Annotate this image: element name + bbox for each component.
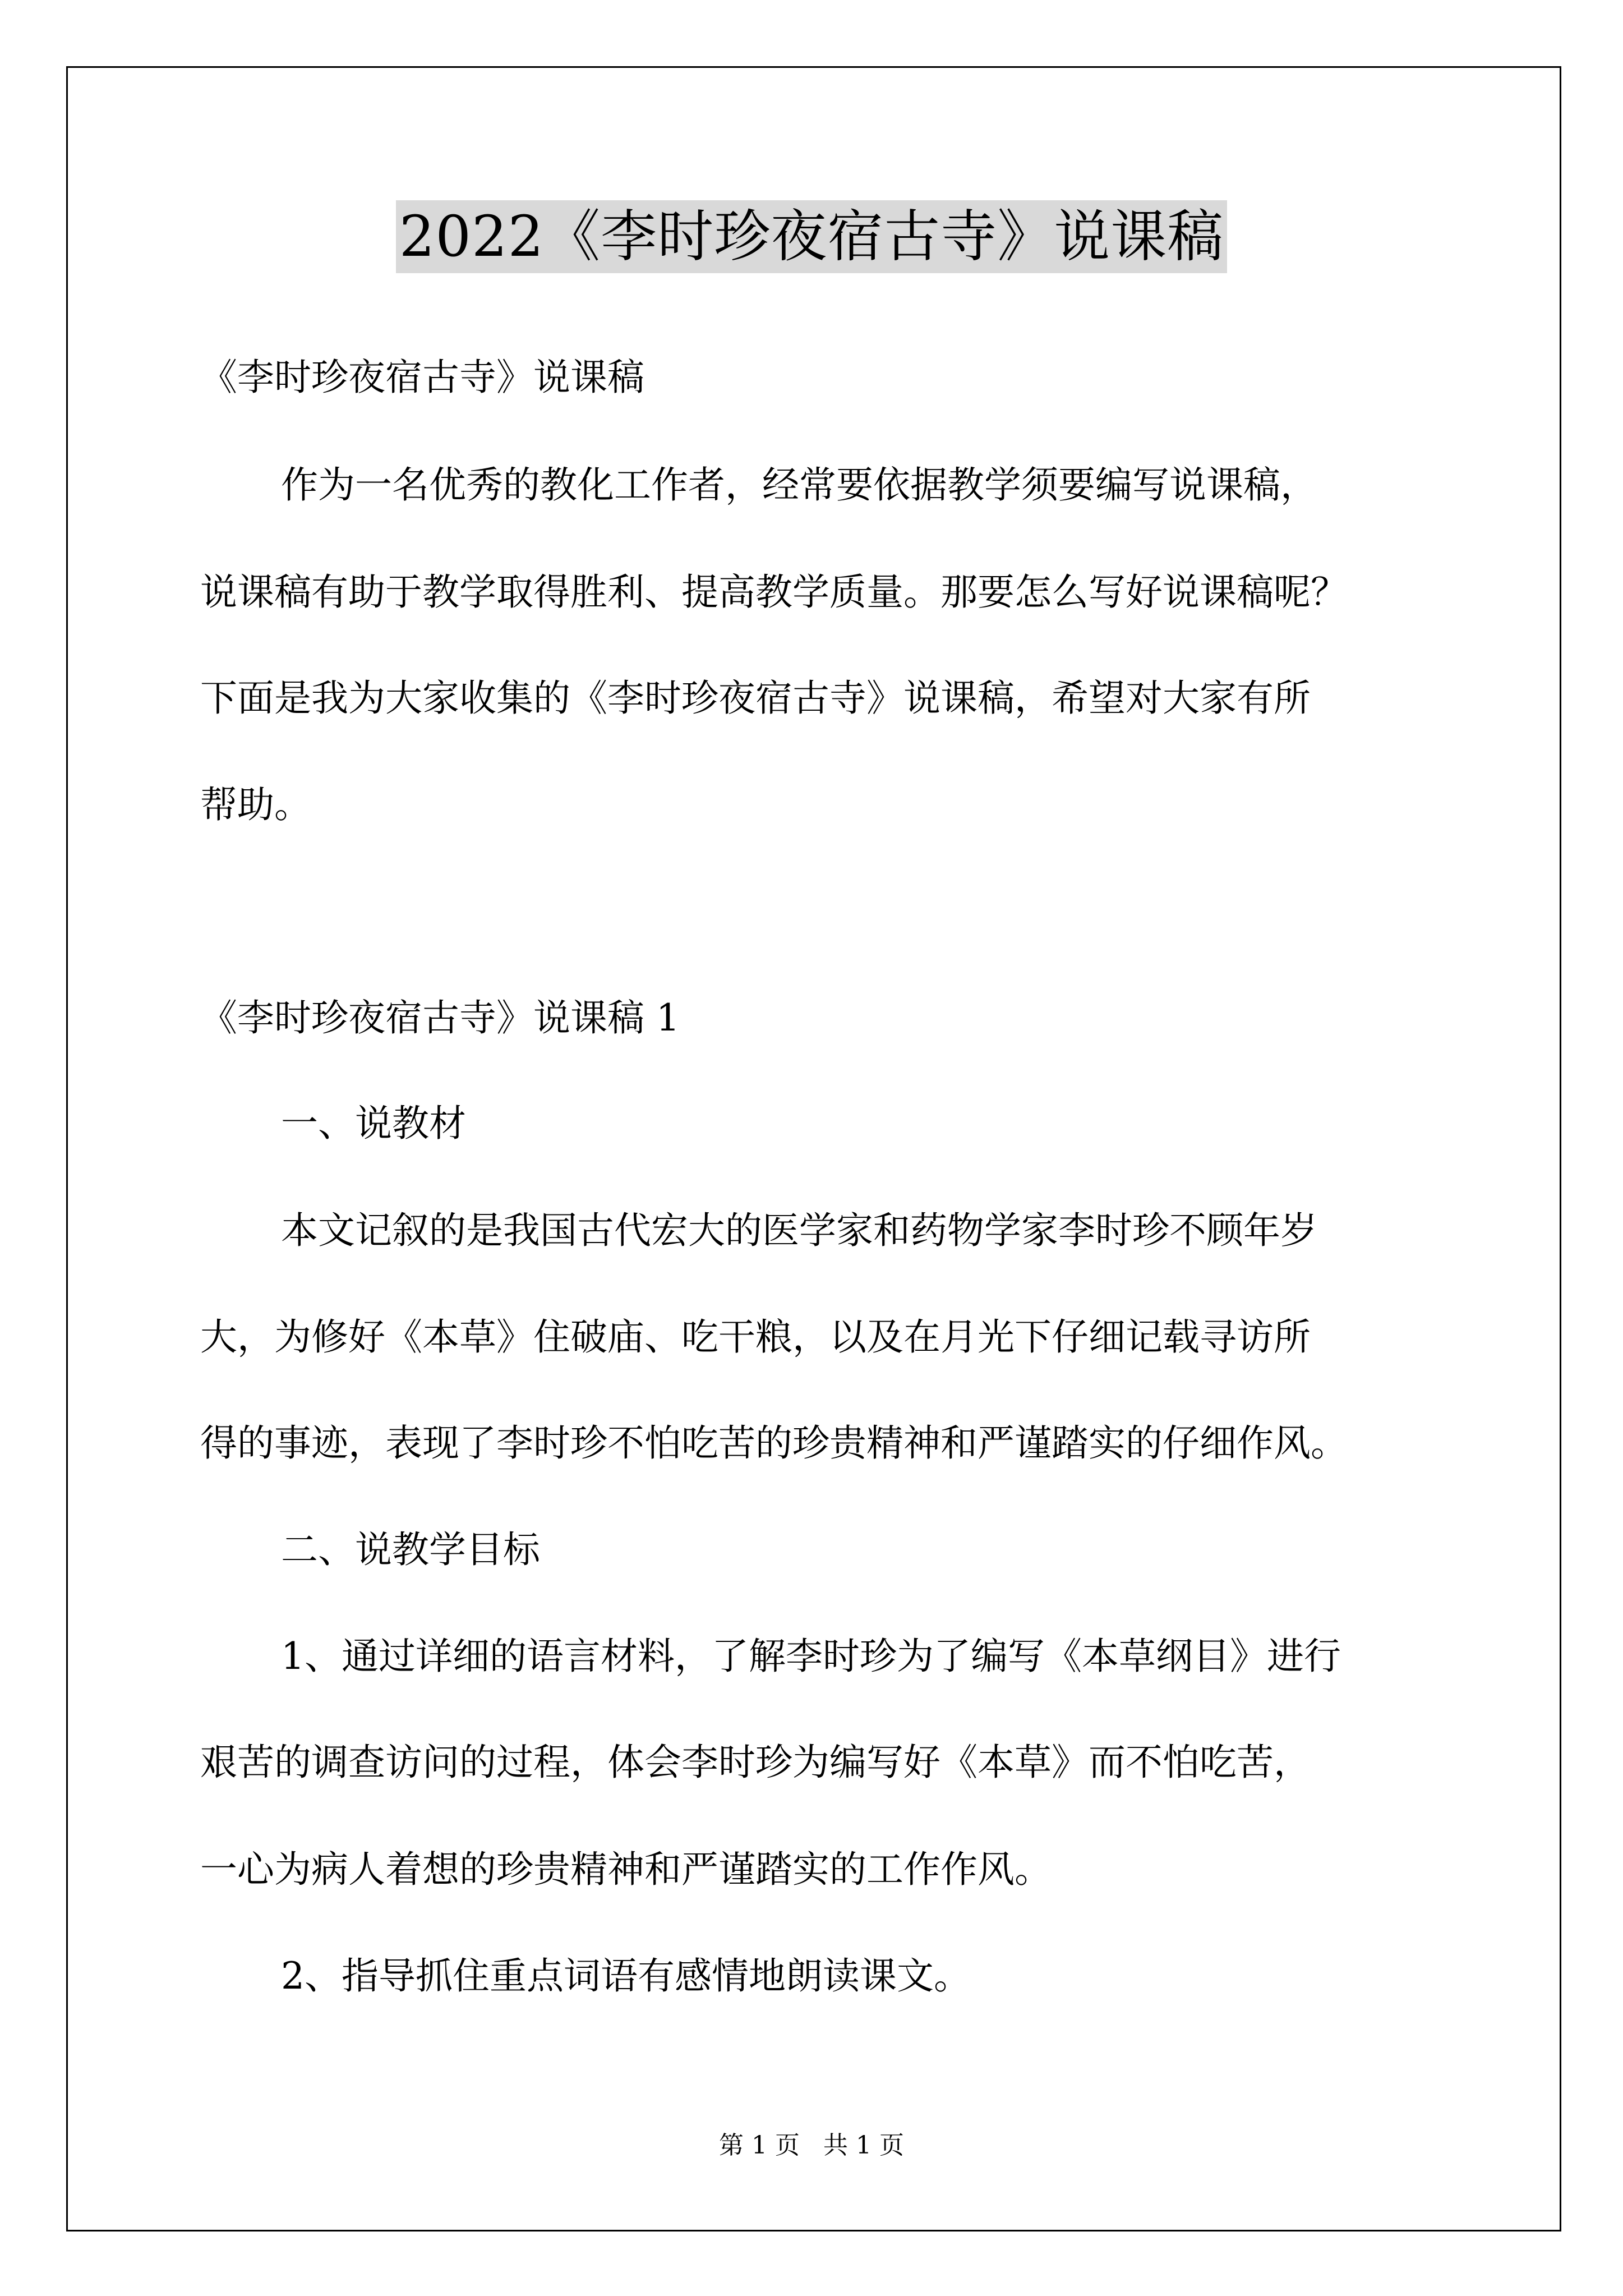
paragraph-line: 帮助。 <box>200 783 311 826</box>
paragraph-line: 作为一名优秀的教化工作者，经常要依据教学须要编写说课稿， <box>281 463 1317 507</box>
subsection-heading: 一、说教材 <box>281 1102 466 1145</box>
subsection-heading: 二、说教学目标 <box>281 1528 540 1571</box>
paragraph-line: 说课稿有助于教学取得胜利、提高教学质量。那要怎么写好说课稿呢？ <box>200 570 1348 614</box>
paragraph-line: 下面是我为大家收集的《李时珍夜宿古寺》说课稿，希望对大家有所 <box>200 677 1311 720</box>
paragraph-line: 2、指导抓住重点词语有感情地朗读课文。 <box>281 1954 971 1998</box>
subtitle-line: 《李时珍夜宿古寺》说课稿 <box>200 356 644 399</box>
document-title: 2022《李时珍夜宿古寺》说课稿 <box>396 200 1228 273</box>
paragraph-line: 艰苦的调查访问的过程，体会李时珍为编写好《本草》而不怕吃苦， <box>200 1741 1311 1784</box>
paragraph-line: 一心为病人着想的珍贵精神和严谨踏实的工作作风。 <box>200 1848 1052 1891</box>
page-footer: 第 1 页 共 1 页 <box>719 2131 904 2160</box>
paragraph-line: 得的事迹，表现了李时珍不怕吃苦的珍贵精神和严谨踏实的仔细作风。 <box>200 1421 1348 1465</box>
paragraph-line: 大，为修好《本草》住破庙、吃干粮，以及在月光下仔细记载寻访所 <box>200 1315 1311 1359</box>
paragraph-line: 本文记叙的是我国古代宏大的医学家和药物学家李时珍不顾年岁 <box>281 1209 1317 1252</box>
paragraph-line: 1、通过详细的语言材料，了解李时珍为了编写《本草纲目》进行 <box>281 1635 1341 1678</box>
section-heading: 《李时珍夜宿古寺》说课稿 1 <box>200 996 680 1039</box>
title-container <box>0 200 1623 273</box>
